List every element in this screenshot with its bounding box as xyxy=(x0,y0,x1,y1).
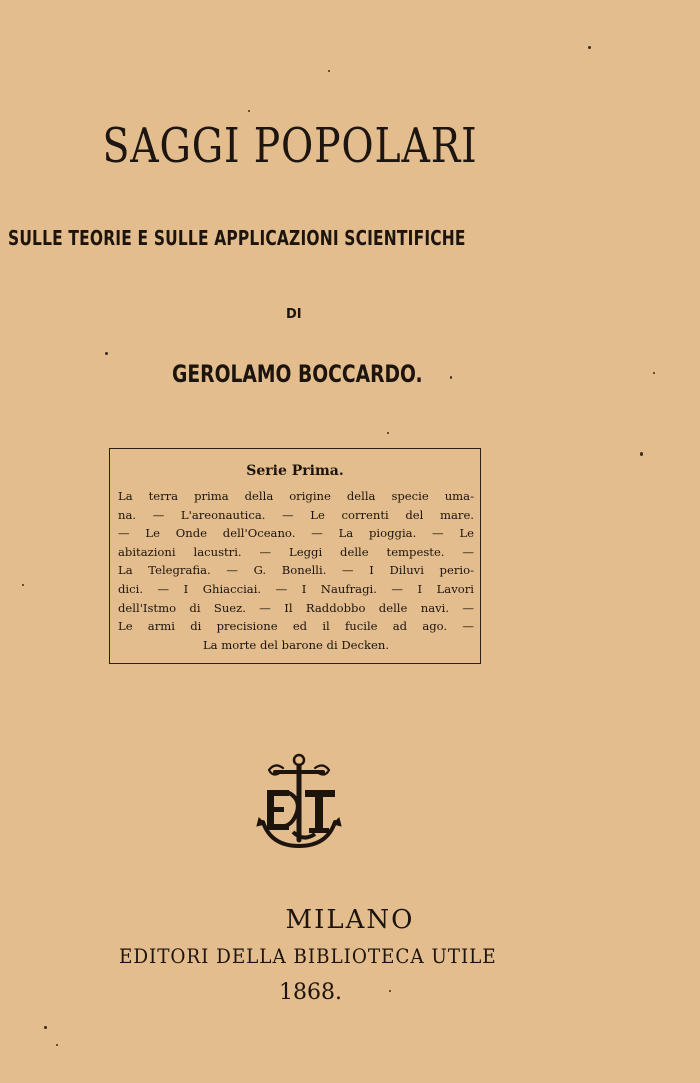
series-heading: Serie Prima. xyxy=(246,463,344,479)
publication-year: 1868. xyxy=(279,980,342,1005)
series-line: La Telegrafia. — G. Bonelli. — I Diluvi perio- xyxy=(118,563,474,578)
series-line: dell'Istmo di Suez. — Il Raddobbo delle navi. — xyxy=(118,600,474,615)
series-line: — Le Onde dell'Oceano. — La pioggia. — Le xyxy=(118,526,474,541)
book-title: SAGGI POPOLARI xyxy=(102,118,478,174)
author-name: GEROLAMO BOCCARDO. xyxy=(172,360,423,388)
series-line: La terra prima della origine della specie uma- xyxy=(118,489,474,503)
paper-speck xyxy=(640,452,643,456)
series-line: La morte del barone di Decken. xyxy=(202,637,390,652)
series-contents xyxy=(118,487,474,654)
publisher-name: EDITORI DELLA BIBLIOTECA UTILE xyxy=(119,944,497,968)
series-line: dici. — I Ghiacciai. — I Naufragi. — I Lavori xyxy=(118,581,474,596)
paper-speck xyxy=(450,376,452,379)
paper-speck xyxy=(389,990,391,992)
paper-speck xyxy=(387,432,389,434)
anchor-monogram-icon xyxy=(253,752,345,852)
paper-speck xyxy=(22,584,24,586)
publication-city: MILANO xyxy=(285,905,415,935)
paper-speck xyxy=(653,372,655,374)
series-contents-box xyxy=(109,448,481,664)
paper-speck xyxy=(56,1044,58,1046)
paper-speck xyxy=(105,352,108,355)
book-subtitle: SULLE TEORIE E SULLE APPLICAZIONI SCIENTIFICHE xyxy=(8,226,466,250)
by-label: DI xyxy=(286,307,302,322)
series-line: abitazioni lacustri. — Leggi delle tempeste. — xyxy=(118,544,474,559)
paper-speck xyxy=(248,110,250,112)
paper-speck xyxy=(588,46,591,49)
series-line: na. — L'areonautica. — Le correnti del mare. xyxy=(118,507,474,522)
paper-speck xyxy=(328,70,330,72)
paper-speck xyxy=(44,1026,47,1029)
series-line: Le armi di precisione ed il fucile ad ago. — xyxy=(118,619,474,634)
